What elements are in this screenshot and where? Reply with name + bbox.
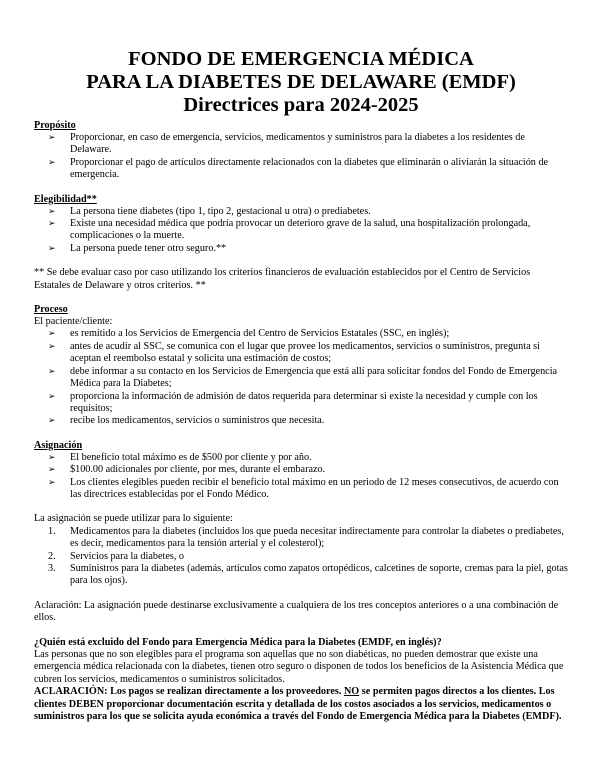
document-page [34,48,568,723]
title-line-2: PARA LA DIABETES DE DELAWARE (EMDF) [86,71,516,93]
list-item: ➢ es remitido a los Servicios de Emergencia del Centro de Servicios Estatales (SSC, en inglés); [48,328,450,340]
list-item: ➢ Existe una necesidad médica que podría provocar un deterioro grave de la salud, una hospitalización prolongada, complicaciones o la muerte. [48,218,531,242]
arrow-bullet-icon: ➢ [48,219,56,230]
title-line-3: Directrices para 2024-2025 [183,94,419,116]
aclaracion-paragraph: ACLARACIÓN: Los pagos se realizan directamente a los proveedores. NO se permiten pagos directos a los clientes. Los clientes DEBEN proporcionar documentación escrita y detallada de los costos asociados a los servicios, medicamentos o suministros para los que se solicita ayuda económica a través del Fondo de Emergencia Médica para la Diabetes (EMDF). [34,686,562,723]
list-item: ➢ El beneficio total máximo es de $500 por cliente y por año. [48,451,312,463]
proceso-heading: Proceso [34,304,68,316]
list-item: ➢ Proporcionar, en caso de emergencia, servicios, medicamentos y suministros para la diabetes a los residentes de Delaware. [48,132,525,156]
excluido-question: ¿Quién está excluido del Fondo para Emergencia Médica para la Diabetes (EMDF, en inglés)? [34,636,442,648]
arrow-bullet-icon: ➢ [48,329,56,340]
proceso-intro: El paciente/cliente: [34,316,113,328]
list-item: ➢ Los clientes elegibles pueden recibir el beneficio total máximo en un periodo de 12 meses consecutivos, de acuerdo con las directrices establecidas por el Fondo Médico. [48,476,559,500]
list-item: ➢ Proporcionar el pago de artículos directamente relacionados con la diabetes que eliminarán o aliviarán la situación de emergencia. [48,156,549,181]
arrow-bullet-icon: ➢ [48,243,56,254]
arrow-bullet-icon: ➢ [48,206,56,217]
proposito-list [34,132,568,182]
arrow-bullet-icon: ➢ [48,157,56,168]
asignacion-list [34,452,568,502]
asignacion-uses-intro: La asignación se puede utilizar para lo siguiente: [34,513,233,525]
elegibilidad-note: ** Se debe evaluar caso por caso utilizando los criterios financieros de evaluación establecidos por el Centro de Servicios Estatales de Delaware y otros criterios. ** [34,267,531,291]
arrow-bullet-icon: ➢ [48,452,56,463]
arrow-bullet-icon: ➢ [48,416,56,427]
list-item: ➢ recibe los medicamentos, servicios o suministros que necesita. [48,415,325,427]
excluido-text: Las personas que no son elegibles para el programa son aquellas que no son diabéticas, no pueden demostrar que existe una emergencia médica relacionada con la diabetes, tienen otro seguro o disponen de todos los beneficios de la Asistencia Médica que cubren los servicios, medicamentos o suministros solicitados. [34,649,564,685]
arrow-bullet-icon: ➢ [48,465,56,476]
elegibilidad-heading: Elegibilidad** [34,193,97,205]
asignacion-heading: Asignación [34,439,83,451]
list-item: ➢ proporciona la información de admisión de datos requerida para determinar si existe la necesidad y cumple con los requisitos; [48,390,538,414]
list-item: ➢ La persona tiene diabetes (tipo 1, tipo 2, gestacional u otra) o prediabetes. [48,205,371,217]
title-line-1: FONDO DE EMERGENCIA MÉDICA [128,48,474,70]
arrow-bullet-icon: ➢ [48,366,56,377]
list-item: ➢ $100.00 adicionales por cliente, por mes, durante el embarazo. [48,464,326,476]
arrow-bullet-icon: ➢ [48,133,56,143]
list-item: 2. Servicios para la diabetes, o [48,550,185,562]
list-item: 1. Medicamentos para la diabetes (incluidos los que pueda necesitar indirectamente para controlar la diabetes o prediabetes, es decir, medicamentos para la tensión arterial y el colesterol); [48,525,564,550]
proposito-heading: Propósito [34,120,76,131]
arrow-bullet-icon: ➢ [48,341,56,352]
list-item: ➢ La persona puede tener otro seguro.** [48,242,227,254]
proceso-list [34,328,568,427]
elegibilidad-list [34,206,568,256]
arrow-bullet-icon: ➢ [48,477,56,488]
list-item: ➢ antes de acudir al SSC, se comunica con el lugar que provee los medicamentos, servicios o suministros, pregunta si aceptan el reembolso estatal y solicita una estimación de costos; [48,340,540,365]
asignacion-clarification: Aclaración: La asignación puede destinarse exclusivamente a cualquiera de los tres conceptos anteriores o a una combinación de ellos. [34,599,559,624]
arrow-bullet-icon: ➢ [48,391,56,402]
list-item: ➢ debe informar a su contacto en los Servicios de Emergencia que está allí para solicitar fondos del Fondo de Emergencia Médica para la Diabetes; [48,365,558,390]
list-item: 3. Suministros para la diabetes (además, artículos como zapatos ortopédicos, calcetines de soporte, cremas para la piel, gotas para los ojos). [48,562,568,587]
asignacion-uses-list [34,526,568,588]
